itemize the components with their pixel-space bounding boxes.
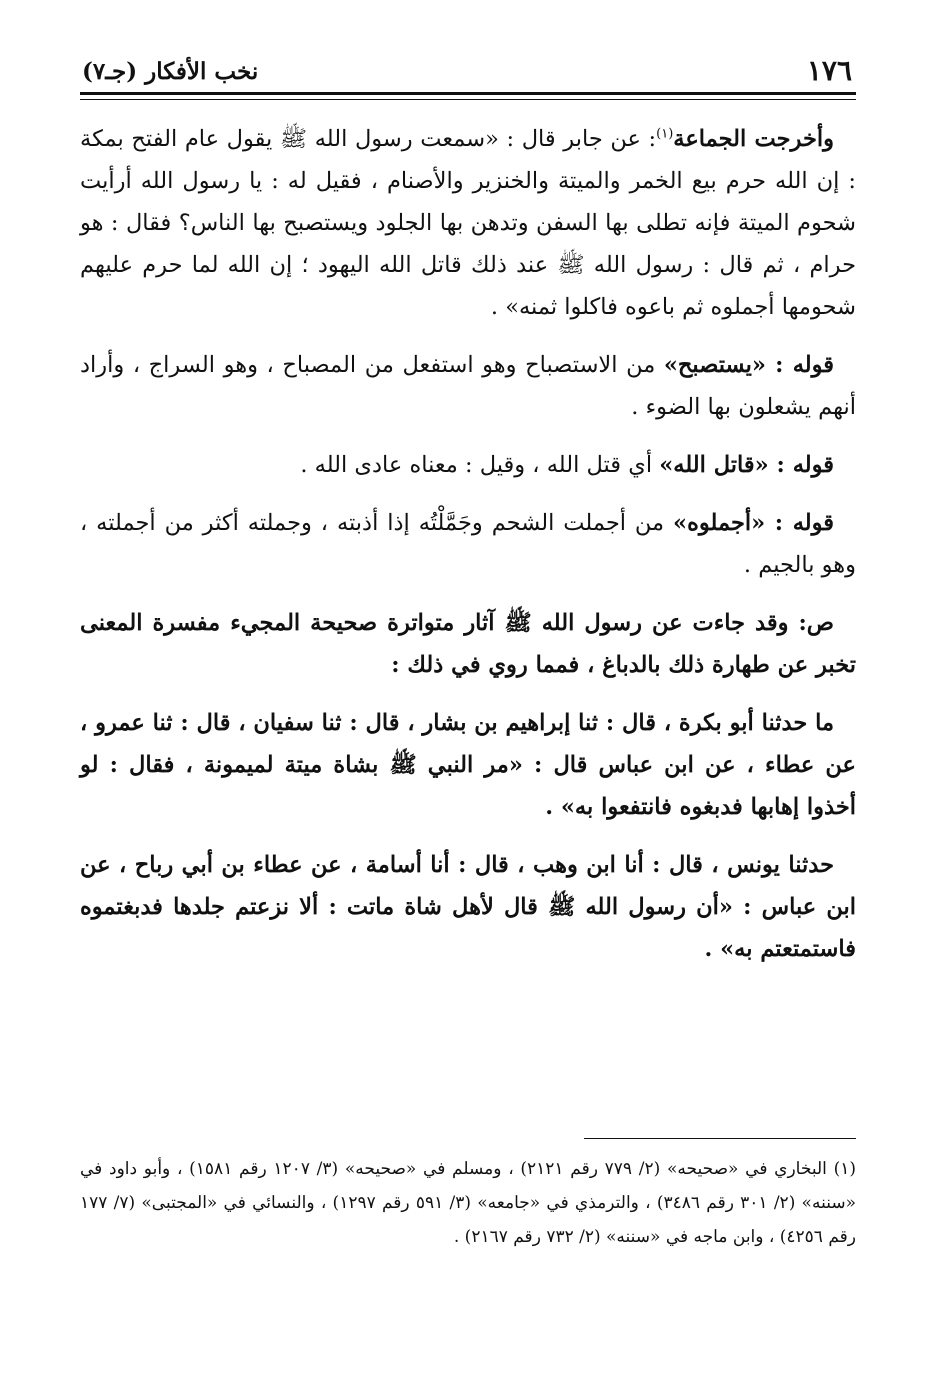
- paragraph-lead: قوله : «يستصبح»: [663, 352, 835, 378]
- paragraph-text: وقد جاءت عن رسول الله ﷺ آثار متواترة صحيحة المجيء مفسرة المعنى تخبر عن طهارة ذلك بالدباغ ، فمما روي في ذلك :: [80, 610, 856, 678]
- paragraph-text: من الاستصباح وهو استفعل من المصباح ، وهو السراج ، وأراد أنهم يشعلون بها الضوء .: [80, 352, 856, 420]
- paragraph-qatala-allah: [80, 444, 856, 486]
- paragraph-lead: ص:: [798, 610, 834, 636]
- paragraph-jabir-hadith: [80, 118, 856, 328]
- paragraph-yastasbih: [80, 344, 856, 428]
- footnotes: [80, 1152, 856, 1254]
- footnote-divider: [584, 1138, 856, 1139]
- paragraph-text: أي قتل الله ، وقيل : معناه عادى الله .: [300, 452, 660, 478]
- paragraph-lead: وأخرجت الجماعة: [673, 126, 835, 152]
- page-number: ١٧٦: [806, 54, 852, 87]
- paragraph-text: من أجملت الشحم وجَمَّلْتُه إذا أذبته ، وجملته أكثر من أجملته ، وهو بالجيم .: [80, 510, 856, 578]
- footnote-1: (١) البخاري في «صحيحه» (٢/ ٧٧٩ رقم ٢١٢١) ، ومسلم في «صحيحه» (٣/ ١٢٠٧ رقم ١٥٨١) ، وأبو داود في «سننه» (٢/ ٣٠١ رقم ٣٤٨٦) ، والترمذي في «جامعه» (٣/ ٥٩١ رقم ١٢٩٧) ، والنسائي في «المجتبى» (٧/ ١٧٧ رقم ٤٢٥٦) ، وابن ماجه في «سننه» (٢/ ٧٣٢ رقم ٢١٦٧) .: [80, 1159, 856, 1247]
- paragraph-ajmaluhu: [80, 502, 856, 586]
- book-page: [80, 50, 856, 1360]
- running-title: نخب الأفكار (جـ٧): [82, 58, 259, 85]
- paragraph-yunus-hadith: [80, 844, 856, 970]
- paragraph-abu-bakra-hadith: [80, 702, 856, 828]
- paragraph-text: ما حدثنا أبو بكرة ، قال : ثنا إبراهيم بن بشار ، قال : ثنا سفيان ، قال : ثنا عمرو ، عن عطاء ، عن ابن عباس قال : «مر النبي ﷺ بشاة ميتة لميمونة ، فقال : لو أخذوا إهابها فدبغوه فانتفعوا به» .: [80, 710, 856, 820]
- paragraph-text: حدثنا يونس ، قال : أنا ابن وهب ، قال : أنا أسامة ، عن عطاء بن أبي رباح ، عن ابن عباس : «أن رسول الله ﷺ قال لأهل شاة ماتت : ألا نزعتم جلدها فدبغتموه فاستمتعتم به» .: [80, 852, 856, 962]
- paragraph-matn: [80, 602, 856, 686]
- main-text: [80, 118, 856, 970]
- page-header: [80, 50, 856, 95]
- footnote-ref: (١): [656, 126, 674, 142]
- paragraph-lead: قوله : «قاتل الله»: [659, 452, 834, 478]
- paragraph-text: : عن جابر قال : «سمعت رسول الله ﷺ يقول عام الفتح بمكة : إن الله حرم بيع الخمر والميتة والخنزير والأصنام ، فقيل له : يا رسول الله أرأيت شحوم الميتة فإنه تطلى بها السفن وتدهن بها الجلود ويستصبح بها الناس؟ فقال : هو حرام ، ثم قال : رسول الله ﷺ عند ذلك قاتل الله اليهود ؛ إن الله لما حرم عليهم شحومها أجملوه ثم باعوه فاكلوا ثمنه» .: [80, 126, 856, 320]
- paragraph-lead: قوله : «أجملوه»: [673, 510, 834, 536]
